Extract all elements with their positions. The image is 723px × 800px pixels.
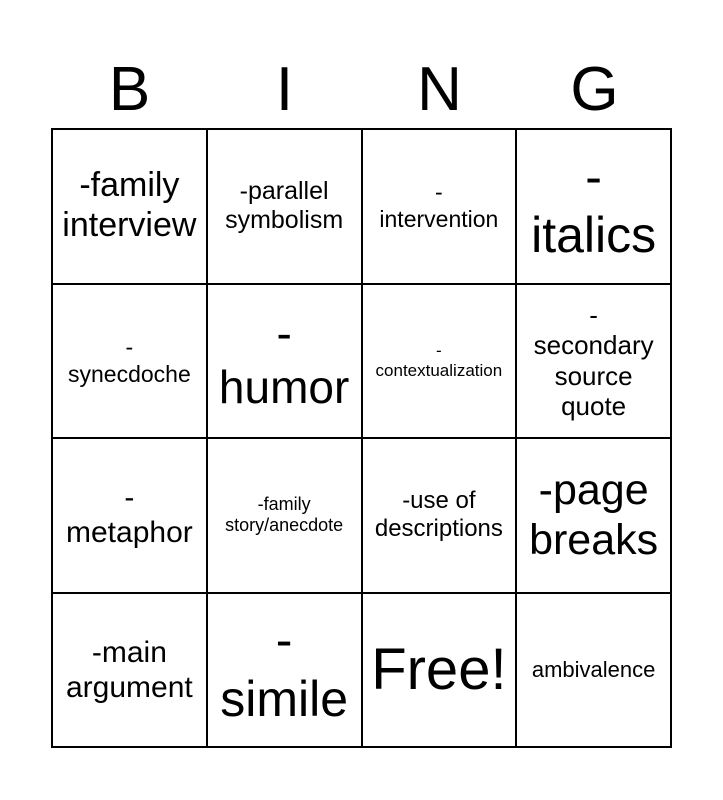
cell-label: - intervention xyxy=(379,179,499,233)
cell-label: -main argument xyxy=(66,635,193,704)
cell-label: -family interview xyxy=(62,166,197,245)
bingo-cell[interactable] xyxy=(363,285,518,440)
cell-label: - synecdoche xyxy=(68,333,191,387)
cell-label: - humor xyxy=(218,306,350,413)
bingo-cell[interactable] xyxy=(208,130,363,285)
bingo-cell[interactable] xyxy=(53,285,208,440)
bingo-cell[interactable] xyxy=(53,439,208,594)
cell-label: - contextualization xyxy=(375,340,503,380)
header-letter-n: N xyxy=(417,55,462,124)
cell-label: ambivalence xyxy=(531,656,656,682)
free-space-cell[interactable] xyxy=(363,594,518,749)
bingo-cell[interactable] xyxy=(517,130,672,285)
bingo-cell[interactable] xyxy=(363,439,518,594)
cell-label: - simile xyxy=(220,612,349,727)
cell-label: -use of descriptions xyxy=(374,487,503,543)
bingo-header xyxy=(52,52,672,128)
bingo-cell[interactable] xyxy=(363,130,518,285)
bingo-cell[interactable] xyxy=(517,594,672,749)
bingo-cell[interactable] xyxy=(208,285,363,440)
header-letter-g: G xyxy=(570,55,619,124)
cell-label: -page breaks xyxy=(529,465,659,565)
cell-label: -family story/anecdote xyxy=(225,494,344,536)
cell-label: - secondary source quote xyxy=(533,299,654,422)
bingo-cell[interactable] xyxy=(517,285,672,440)
bingo-cell[interactable] xyxy=(208,439,363,594)
bingo-cell[interactable] xyxy=(208,594,363,749)
bingo-cell[interactable] xyxy=(517,439,672,594)
free-space-label: Free! xyxy=(371,636,507,702)
bingo-cell[interactable] xyxy=(53,130,208,285)
cell-label: - italics xyxy=(531,148,657,264)
bingo-board xyxy=(51,128,672,748)
bingo-cell[interactable] xyxy=(53,594,208,749)
cell-label: - metaphor xyxy=(66,481,193,550)
header-letter-i: I xyxy=(275,55,294,124)
cell-label: -parallel symbolism xyxy=(225,177,344,235)
header-letter-b: B xyxy=(108,55,151,124)
